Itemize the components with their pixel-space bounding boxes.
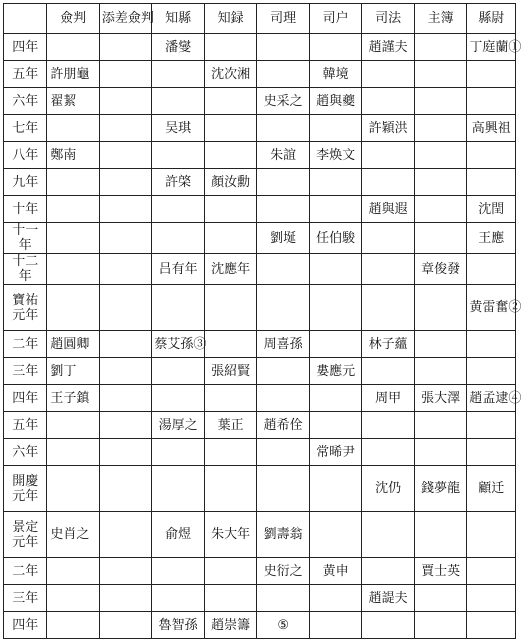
official-name-cell bbox=[99, 466, 152, 512]
official-name-cell: 趙孟逮④ bbox=[467, 385, 516, 412]
official-name-cell bbox=[152, 61, 205, 88]
official-name-cell bbox=[99, 254, 152, 285]
official-name-cell bbox=[257, 254, 310, 285]
official-name-cell: 沈應年 bbox=[204, 254, 257, 285]
year-cell: 八年 bbox=[4, 142, 47, 169]
zhixian-header: 知縣 bbox=[152, 4, 205, 34]
official-name-cell bbox=[362, 412, 415, 439]
official-name-cell bbox=[309, 612, 362, 639]
official-name-cell bbox=[362, 88, 415, 115]
official-name-cell: 賈士英 bbox=[414, 558, 467, 585]
official-name-cell: 沈次湘 bbox=[204, 61, 257, 88]
table-row bbox=[4, 61, 516, 88]
table-row bbox=[4, 34, 516, 61]
official-name-cell bbox=[309, 412, 362, 439]
official-name-cell bbox=[467, 142, 516, 169]
table-row bbox=[4, 439, 516, 466]
official-name-cell: 王子鎮 bbox=[47, 385, 100, 412]
official-name-cell: 章俊發 bbox=[414, 254, 467, 285]
official-name-cell bbox=[152, 385, 205, 412]
official-name-cell bbox=[99, 512, 152, 558]
official-name-cell: 趙與遐 bbox=[362, 196, 415, 223]
official-name-cell bbox=[257, 439, 310, 466]
official-name-cell: 沈仍 bbox=[362, 466, 415, 512]
official-name-cell bbox=[152, 466, 205, 512]
official-name-cell bbox=[99, 88, 152, 115]
year-cell: 二年 bbox=[4, 331, 47, 358]
official-name-cell bbox=[47, 585, 100, 612]
tianchai-qianpan-header: 添差僉判 bbox=[99, 4, 152, 34]
official-name-cell: 婁應元 bbox=[309, 358, 362, 385]
official-name-cell bbox=[99, 585, 152, 612]
official-name-cell: 魯智孫 bbox=[152, 612, 205, 639]
official-name-cell: 顧迁 bbox=[467, 466, 516, 512]
official-name-cell bbox=[47, 223, 100, 254]
official-name-cell bbox=[257, 466, 310, 512]
official-name-cell bbox=[362, 285, 415, 331]
official-name-cell bbox=[362, 512, 415, 558]
official-name-cell bbox=[204, 439, 257, 466]
official-name-cell bbox=[99, 358, 152, 385]
official-name-cell bbox=[257, 385, 310, 412]
official-name-cell bbox=[47, 412, 100, 439]
official-name-cell bbox=[47, 558, 100, 585]
table-row bbox=[4, 512, 516, 558]
official-name-cell: 許棨 bbox=[152, 169, 205, 196]
official-name-cell bbox=[99, 196, 152, 223]
official-name-cell: 錢夢龍 bbox=[414, 466, 467, 512]
official-name-cell bbox=[152, 142, 205, 169]
official-name-cell bbox=[152, 585, 205, 612]
official-name-cell bbox=[414, 61, 467, 88]
official-name-cell bbox=[204, 34, 257, 61]
official-name-cell bbox=[414, 439, 467, 466]
official-name-cell bbox=[47, 169, 100, 196]
official-name-cell bbox=[204, 466, 257, 512]
official-name-cell bbox=[414, 115, 467, 142]
sihu-header: 司户 bbox=[309, 4, 362, 34]
table-row bbox=[4, 331, 516, 358]
official-name-cell: 鄭南 bbox=[47, 142, 100, 169]
official-name-cell bbox=[414, 169, 467, 196]
official-name-cell: 許穎洪 bbox=[362, 115, 415, 142]
official-name-cell bbox=[414, 223, 467, 254]
official-name-cell: 趙崇籌 bbox=[204, 612, 257, 639]
official-name-cell bbox=[99, 142, 152, 169]
official-name-cell bbox=[99, 169, 152, 196]
table-row bbox=[4, 142, 516, 169]
official-name-cell: 朱誼 bbox=[257, 142, 310, 169]
official-name-cell bbox=[152, 285, 205, 331]
official-name-cell bbox=[152, 358, 205, 385]
table-row bbox=[4, 88, 516, 115]
year-cell: 十年 bbox=[4, 196, 47, 223]
official-name-cell bbox=[47, 196, 100, 223]
official-name-cell bbox=[309, 385, 362, 412]
official-name-cell bbox=[467, 61, 516, 88]
official-name-cell bbox=[152, 439, 205, 466]
official-name-cell: 趙希佺 bbox=[257, 412, 310, 439]
year-cell: 開慶 元年 bbox=[4, 466, 47, 512]
official-name-cell bbox=[467, 612, 516, 639]
official-name-cell bbox=[204, 558, 257, 585]
official-name-cell: 劉壽翁 bbox=[257, 512, 310, 558]
official-name-cell: 周甲 bbox=[362, 385, 415, 412]
table-row bbox=[4, 412, 516, 439]
official-name-cell: 劉埏 bbox=[257, 223, 310, 254]
official-name-cell: 趙與夔 bbox=[309, 88, 362, 115]
official-name-cell bbox=[99, 285, 152, 331]
table-row bbox=[4, 169, 516, 196]
official-name-cell bbox=[99, 558, 152, 585]
official-name-cell bbox=[47, 466, 100, 512]
table-header bbox=[4, 4, 516, 34]
official-name-cell bbox=[47, 612, 100, 639]
official-name-cell bbox=[414, 412, 467, 439]
header-row bbox=[4, 4, 516, 34]
year-cell: 寶祐 元年 bbox=[4, 285, 47, 331]
year-cell: 二年 bbox=[4, 558, 47, 585]
table-row bbox=[4, 585, 516, 612]
sili-header: 司理 bbox=[257, 4, 310, 34]
official-name-cell bbox=[467, 358, 516, 385]
year-cell: 四年 bbox=[4, 612, 47, 639]
qianpan-header: 僉判 bbox=[47, 4, 100, 34]
official-name-cell bbox=[99, 34, 152, 61]
table-row bbox=[4, 612, 516, 639]
official-name-cell: 常晞尹 bbox=[309, 439, 362, 466]
year-cell: 九年 bbox=[4, 169, 47, 196]
official-name-cell bbox=[99, 385, 152, 412]
official-name-cell bbox=[257, 61, 310, 88]
official-name-cell bbox=[467, 558, 516, 585]
official-name-cell bbox=[362, 612, 415, 639]
official-name-cell bbox=[414, 585, 467, 612]
table-row bbox=[4, 466, 516, 512]
official-name-cell: 朱大年 bbox=[204, 512, 257, 558]
official-name-cell bbox=[309, 115, 362, 142]
official-name-cell bbox=[99, 223, 152, 254]
official-name-cell bbox=[362, 254, 415, 285]
official-name-cell bbox=[362, 169, 415, 196]
official-name-cell: 翟絜 bbox=[47, 88, 100, 115]
officials-table bbox=[3, 3, 521, 639]
year-cell: 五年 bbox=[4, 412, 47, 439]
table-row bbox=[4, 358, 516, 385]
table-row bbox=[4, 254, 516, 285]
official-name-cell bbox=[414, 612, 467, 639]
official-name-cell bbox=[467, 439, 516, 466]
official-name-cell: 吴琪 bbox=[152, 115, 205, 142]
official-name-cell: 潘燮 bbox=[152, 34, 205, 61]
zhubu-header: 主簿 bbox=[414, 4, 467, 34]
official-name-cell: 葉正 bbox=[204, 412, 257, 439]
official-name-cell bbox=[152, 223, 205, 254]
official-name-cell: 黄申 bbox=[309, 558, 362, 585]
official-name-cell: 丁庭蘭① bbox=[467, 34, 516, 61]
official-name-cell bbox=[362, 223, 415, 254]
year-cell: 六年 bbox=[4, 439, 47, 466]
official-name-cell bbox=[204, 331, 257, 358]
official-name-cell bbox=[204, 385, 257, 412]
official-name-cell bbox=[467, 585, 516, 612]
official-name-cell bbox=[204, 285, 257, 331]
table-body bbox=[4, 34, 521, 639]
official-name-cell: 劉丁 bbox=[47, 358, 100, 385]
official-name-cell bbox=[414, 196, 467, 223]
official-name-cell bbox=[414, 88, 467, 115]
official-name-cell bbox=[204, 115, 257, 142]
official-name-cell bbox=[309, 585, 362, 612]
official-name-cell bbox=[362, 358, 415, 385]
official-name-cell bbox=[47, 115, 100, 142]
official-name-cell bbox=[47, 439, 100, 466]
official-name-cell bbox=[99, 115, 152, 142]
official-name-cell bbox=[309, 169, 362, 196]
official-name-cell: 林子蘊 bbox=[362, 331, 415, 358]
year-cell: 四年 bbox=[4, 385, 47, 412]
official-name-cell bbox=[257, 585, 310, 612]
year-cell: 六年 bbox=[4, 88, 47, 115]
year-cell: 七年 bbox=[4, 115, 47, 142]
official-name-cell: 李焕文 bbox=[309, 142, 362, 169]
official-name-cell bbox=[204, 585, 257, 612]
year-cell: 四年 bbox=[4, 34, 47, 61]
official-name-cell bbox=[309, 196, 362, 223]
official-name-cell bbox=[414, 142, 467, 169]
official-name-cell bbox=[414, 285, 467, 331]
official-name-cell bbox=[309, 512, 362, 558]
official-name-cell: 周喜孫 bbox=[257, 331, 310, 358]
official-name-cell bbox=[204, 142, 257, 169]
official-name-cell: 吕有年 bbox=[152, 254, 205, 285]
official-name-cell: 史肖之 bbox=[47, 512, 100, 558]
official-name-cell bbox=[47, 285, 100, 331]
official-name-cell bbox=[99, 331, 152, 358]
official-name-cell bbox=[309, 331, 362, 358]
table-row bbox=[4, 285, 516, 331]
year-cell: 三年 bbox=[4, 585, 47, 612]
official-name-cell bbox=[204, 88, 257, 115]
official-name-cell: 沈閏 bbox=[467, 196, 516, 223]
official-name-cell bbox=[152, 196, 205, 223]
official-name-cell: 張大澤 bbox=[414, 385, 467, 412]
official-name-cell bbox=[362, 142, 415, 169]
official-name-cell bbox=[47, 254, 100, 285]
official-name-cell bbox=[99, 439, 152, 466]
year-cell: 五年 bbox=[4, 61, 47, 88]
sifa-header: 司法 bbox=[362, 4, 415, 34]
xianwei-header: 縣尉 bbox=[467, 4, 516, 34]
official-name-cell: 趙圓卿 bbox=[47, 331, 100, 358]
official-name-cell bbox=[257, 285, 310, 331]
table-row bbox=[4, 196, 516, 223]
official-name-cell bbox=[257, 115, 310, 142]
table-row bbox=[4, 115, 516, 142]
official-name-cell bbox=[467, 254, 516, 285]
official-name-cell bbox=[257, 196, 310, 223]
official-name-cell bbox=[362, 439, 415, 466]
official-name-cell: 趙謹夫 bbox=[362, 34, 415, 61]
official-name-cell: 俞煜 bbox=[152, 512, 205, 558]
official-name-cell bbox=[309, 466, 362, 512]
year-cell: 十二年 bbox=[4, 254, 47, 285]
table-row bbox=[4, 385, 516, 412]
year-cell: 三年 bbox=[4, 358, 47, 385]
official-name-cell bbox=[362, 61, 415, 88]
official-name-cell bbox=[467, 88, 516, 115]
official-name-cell bbox=[414, 512, 467, 558]
official-name-cell: 史衍之 bbox=[257, 558, 310, 585]
official-name-cell: 張紹賢 bbox=[204, 358, 257, 385]
year-cell: 十一年 bbox=[4, 223, 47, 254]
official-name-cell bbox=[309, 285, 362, 331]
official-name-cell: 許朋龜 bbox=[47, 61, 100, 88]
official-name-cell bbox=[99, 612, 152, 639]
official-name-cell bbox=[414, 358, 467, 385]
official-name-cell: 趙諟夫 bbox=[362, 585, 415, 612]
official-name-cell: 顏汝勳 bbox=[204, 169, 257, 196]
official-name-cell: 韓境 bbox=[309, 61, 362, 88]
official-name-cell bbox=[362, 558, 415, 585]
year-column-header bbox=[4, 4, 47, 34]
official-name-cell: 王應 bbox=[467, 223, 516, 254]
official-name-cell: 黄雷奮② bbox=[467, 285, 516, 331]
official-name-cell bbox=[467, 412, 516, 439]
official-name-cell bbox=[99, 61, 152, 88]
official-name-cell: 蔡艾孫③ bbox=[152, 331, 205, 358]
official-name-cell bbox=[257, 169, 310, 196]
official-name-cell bbox=[257, 34, 310, 61]
official-name-cell: 高興祖 bbox=[467, 115, 516, 142]
official-name-cell: 史采之 bbox=[257, 88, 310, 115]
official-name-cell bbox=[467, 331, 516, 358]
official-name-cell bbox=[99, 412, 152, 439]
official-name-cell bbox=[414, 34, 467, 61]
official-name-cell bbox=[204, 196, 257, 223]
table-row bbox=[4, 558, 516, 585]
official-name-cell bbox=[309, 34, 362, 61]
official-name-cell bbox=[467, 512, 516, 558]
official-name-cell bbox=[47, 34, 100, 61]
official-name-cell: 任伯駿 bbox=[309, 223, 362, 254]
official-name-cell: ⑤ bbox=[257, 612, 310, 639]
official-name-cell bbox=[467, 169, 516, 196]
year-cell: 景定 元年 bbox=[4, 512, 47, 558]
official-name-cell bbox=[204, 223, 257, 254]
official-name-cell: 湯厚之 bbox=[152, 412, 205, 439]
official-name-cell bbox=[152, 88, 205, 115]
table-row bbox=[4, 223, 516, 254]
official-name-cell bbox=[152, 558, 205, 585]
official-name-cell bbox=[309, 254, 362, 285]
official-name-cell bbox=[414, 331, 467, 358]
zhilu-header: 知録 bbox=[204, 4, 257, 34]
official-name-cell bbox=[257, 358, 310, 385]
